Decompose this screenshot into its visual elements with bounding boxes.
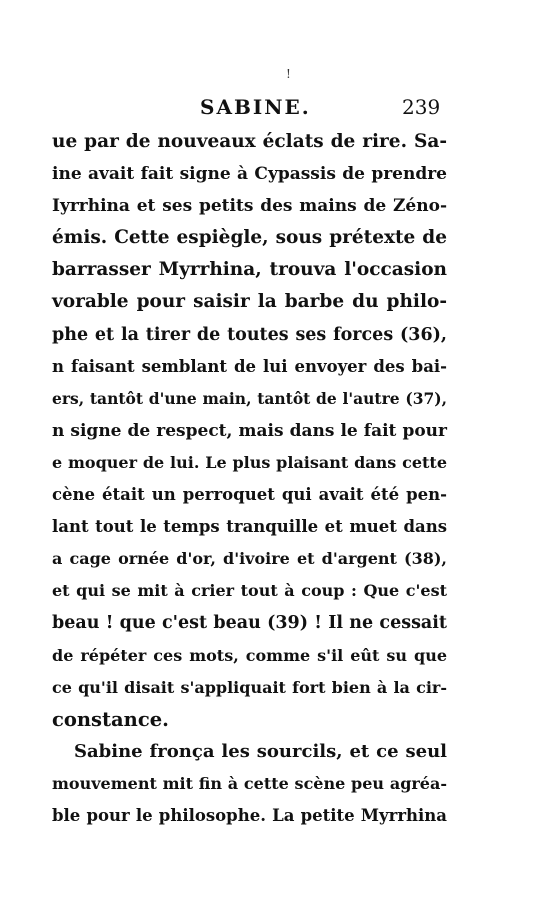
text-line: et qui se mit à crier tout à coup : Que c'est [52, 581, 447, 601]
text-line: ers, tantôt d'une main, tantôt de l'autre (37), [52, 388, 447, 408]
text-line: ine avait fait signe à Cypassis de prendre [52, 164, 447, 185]
text-line: Iyrrhina et ses petits des mains de Zéno- [52, 196, 447, 217]
text-line: ble pour le philosophe. La petite Myrrhina [52, 805, 447, 825]
text-line: ue par de nouveaux éclats de rire. Sa- [52, 131, 447, 152]
text-line: de répéter ces mots, comme s'il eût su que [52, 645, 447, 665]
paragraph-start-line: Sabine fronça les sourcils, et ce seul [74, 740, 447, 762]
text-line: n signe de respect, mais dans le fait pour [52, 420, 447, 441]
text-line: a cage ornée d'or, d'ivoire et d'argent (38), [52, 549, 447, 569]
text-line: barrasser Myrrhina, trouva l'occasion [52, 259, 447, 281]
text-line: lant tout le temps tranquille et muet dans [52, 517, 447, 537]
text-line: ce qu'il disait s'appliquait fort bien à la cir- [52, 677, 447, 697]
body-text [52, 126, 447, 832]
text-line: n faisant semblant de lui envoyer des bai- [52, 356, 447, 376]
text-line: e moquer de lui. Le plus plaisant dans cette [52, 452, 447, 472]
text-line: émis. Cette espiègle, sous prétexte de [52, 227, 447, 249]
text-line: mouvement mit fin à cette scène peu agréa- [52, 773, 447, 793]
text-line: constance. [52, 707, 169, 731]
text-line: vorable pour saisir la barbe du philo- [52, 291, 447, 313]
page-number: 239 [402, 95, 441, 119]
ink-speck: ! [286, 67, 291, 81]
text-line: phe et la tirer de toutes ses forces (36), [52, 324, 447, 345]
text-line: cène était un perroquet qui avait été pen- [52, 485, 447, 505]
running-head [0, 95, 539, 125]
running-title: SABINE. [200, 95, 311, 119]
text-line: beau ! que c'est beau (39) ! Il ne cessait [52, 613, 447, 634]
